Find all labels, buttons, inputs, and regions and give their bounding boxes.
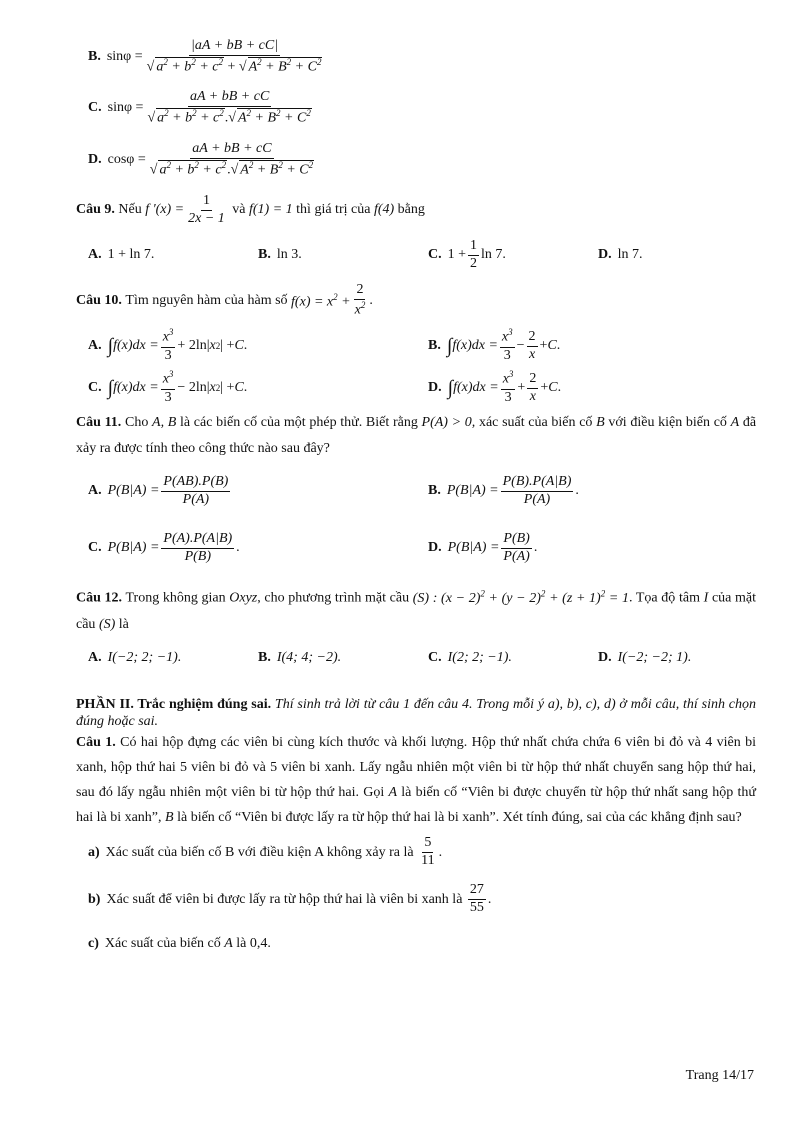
choice-b[interactable]: B. I(4; 4; −2).: [258, 649, 342, 665]
question-title: Câu 10.: [76, 293, 122, 308]
question-10-choices-row2: [88, 366, 756, 410]
choice-b[interactable]: B. ln 3.: [258, 247, 302, 262]
question-11: Câu 11. Cho A, B là các biến cố của một phép thử. Biết rằng P(A) > 0, xác suất của biến cố B với điều kiện biến cố A đã xảy ra được tính theo công thức nào sau đây?: [76, 415, 757, 456]
page-number: Trang 14/17: [685, 1068, 754, 1083]
question-text: Tìm nguyên hàm của hàm số: [125, 293, 288, 308]
option-lhs: sinφ =: [107, 100, 144, 115]
choice-d[interactable]: D. P(B|A) = $\frac{P(B)}{P(A)}$ .: [428, 530, 538, 564]
formula-fraction: $\frac{1}{2x - 1}$: [188, 192, 225, 226]
choice-d[interactable]: D. ln 7.: [598, 247, 643, 262]
prev-option-c: [88, 82, 756, 134]
question-9-choices: [88, 234, 756, 276]
part2-question-1: Câu 1. Có hai hộp đựng các viên bi cùng kích thước và khối lượng. Hộp thứ nhất chứa chứa 6 viên bi đỏ và 4 viên bi xanh, hộp thứ hai 5 viên bi đỏ và 5 viên bi xanh. Lấy ngẫu nhiên một viên bi từ hộp thứ nhất chuyển sang hộp thứ hai, sau đó lấy ngẫu nhiên một viên bi từ hộp thứ hai. Gọi A là biến cố “Viên bi được chuyển từ hộp thứ nhất sang hộp thứ hai là bi xanh”, B là biến cố “Viên bi được lấy ra từ hộp thứ hai là bi xanh”. Xét tính đúng, sai của các khẳng định sau?: [76, 734, 757, 825]
choice-c[interactable]: C. ∫ f(x)dx = $\frac{x^3}{3}$ − 2ln| x 2 | + C .: [88, 369, 248, 405]
choice-a[interactable]: A. P(B|A) = $\frac{P(AB).P(B)}{P(A)}$: [88, 473, 229, 507]
choice-b[interactable]: B. P(B|A) = $\frac{P(B).P(A|B)}{P(A)}$ .: [428, 473, 579, 507]
choice-c[interactable]: C. 1 + $\frac{1}{2}$ ln 7.: [428, 237, 506, 271]
choice-a[interactable]: A. ∫ f(x)dx = $\frac{x^3}{3}$ + 2ln| x 2 | + C .: [88, 327, 248, 363]
option-lhs: sinφ =: [106, 49, 143, 64]
question-10: Câu 10. Tìm nguyên hàm của hàm số $f(x) = x^2$ + $\frac{2}{x^2}$ .: [76, 282, 373, 318]
question-text: và: [232, 202, 246, 217]
question-text: Nếu: [118, 202, 142, 217]
question-text: thì giá trị của: [296, 202, 371, 217]
question-12: Câu 12. Trong không gian Oxyz, cho phương trình mặt cầu (S) : $(x - 2)^2 + (y - 2)^2 + (z + 1)^2 = 1$. Tọa độ tâm I của mặt cầu (S) là: [76, 588, 757, 632]
option-lhs: cosφ =: [107, 152, 146, 167]
question-11-choices-row2: [88, 520, 756, 576]
choice-c[interactable]: C. I(2; 2; −1).: [428, 649, 512, 665]
option-label: C.: [88, 100, 102, 115]
part2-heading: PHẦN II. Trắc nghiệm đúng sai. Thí sinh trả lời từ câu 1 đến câu 4. Trong mỗi ý a), b), c), d) ở mỗi câu, thí sinh chọn đúng hoặc sai.: [76, 696, 756, 729]
question-11-choices-row1: [88, 462, 756, 520]
prev-option-d: [88, 134, 756, 186]
formula-fraction: $\frac{|aA + bB + cC|}{√ a^2 + b^2 + c^2 + √ A^2 + B^2 + C^2}$: [146, 37, 322, 75]
choice-c[interactable]: C. P(B|A) = $\frac{P(A).P(A|B)}{P(B)}$ .: [88, 530, 240, 564]
choice-a[interactable]: A. 1 + ln 7.: [88, 247, 155, 262]
choice-a[interactable]: A. I(−2; 2; −1).: [88, 649, 182, 665]
choice-b[interactable]: B. ∫ f(x)dx = $\frac{x^3}{3}$ − $\frac{2}{x}$ + C .: [428, 327, 561, 363]
question-9: Câu 9. Nếu f '(x) = $\frac{1}{2x - 1}$ và f(1) = 1 thì giá trị của f(4) bằng: [76, 192, 425, 226]
prev-option-b: [88, 32, 756, 82]
question-text: bằng: [397, 202, 425, 217]
part2-item-a[interactable]: a) Xác suất của biến cố B với điều kiện A không xảy ra là $\frac{5}{11}$ .: [88, 835, 443, 869]
question-title: Câu 9.: [76, 202, 115, 217]
option-label: B.: [88, 49, 101, 64]
part2-item-b[interactable]: b) Xác suất để viên bi được lấy ra từ hộp thứ hai là viên bi xanh là $\frac{27}{55}$ .: [88, 882, 492, 916]
choice-d[interactable]: D. ∫ f(x)dx = $\frac{x^3}{3}$ + $\frac{2}{x}$ + C .: [428, 369, 562, 405]
exam-page: [76, 32, 756, 964]
question-12-choices: [88, 638, 756, 678]
choice-d[interactable]: D. I(−2; −2; 1).: [598, 649, 692, 665]
part2-item-c[interactable]: c) Xác suất của biến cố A là 0,4 .: [88, 935, 271, 951]
question-10-choices-row1: [88, 326, 756, 366]
option-label: D.: [88, 152, 102, 167]
formula-fraction: $\frac{aA + bB + cC}{√ a^2 + b^2 + c^2.√ A^2 + B^2 + C^2}$: [147, 88, 311, 126]
formula-fraction: $\frac{aA + bB + cC}{√ a^2 + b^2 + c^2.√ A^2 + B^2 + C^2}$: [149, 140, 314, 178]
